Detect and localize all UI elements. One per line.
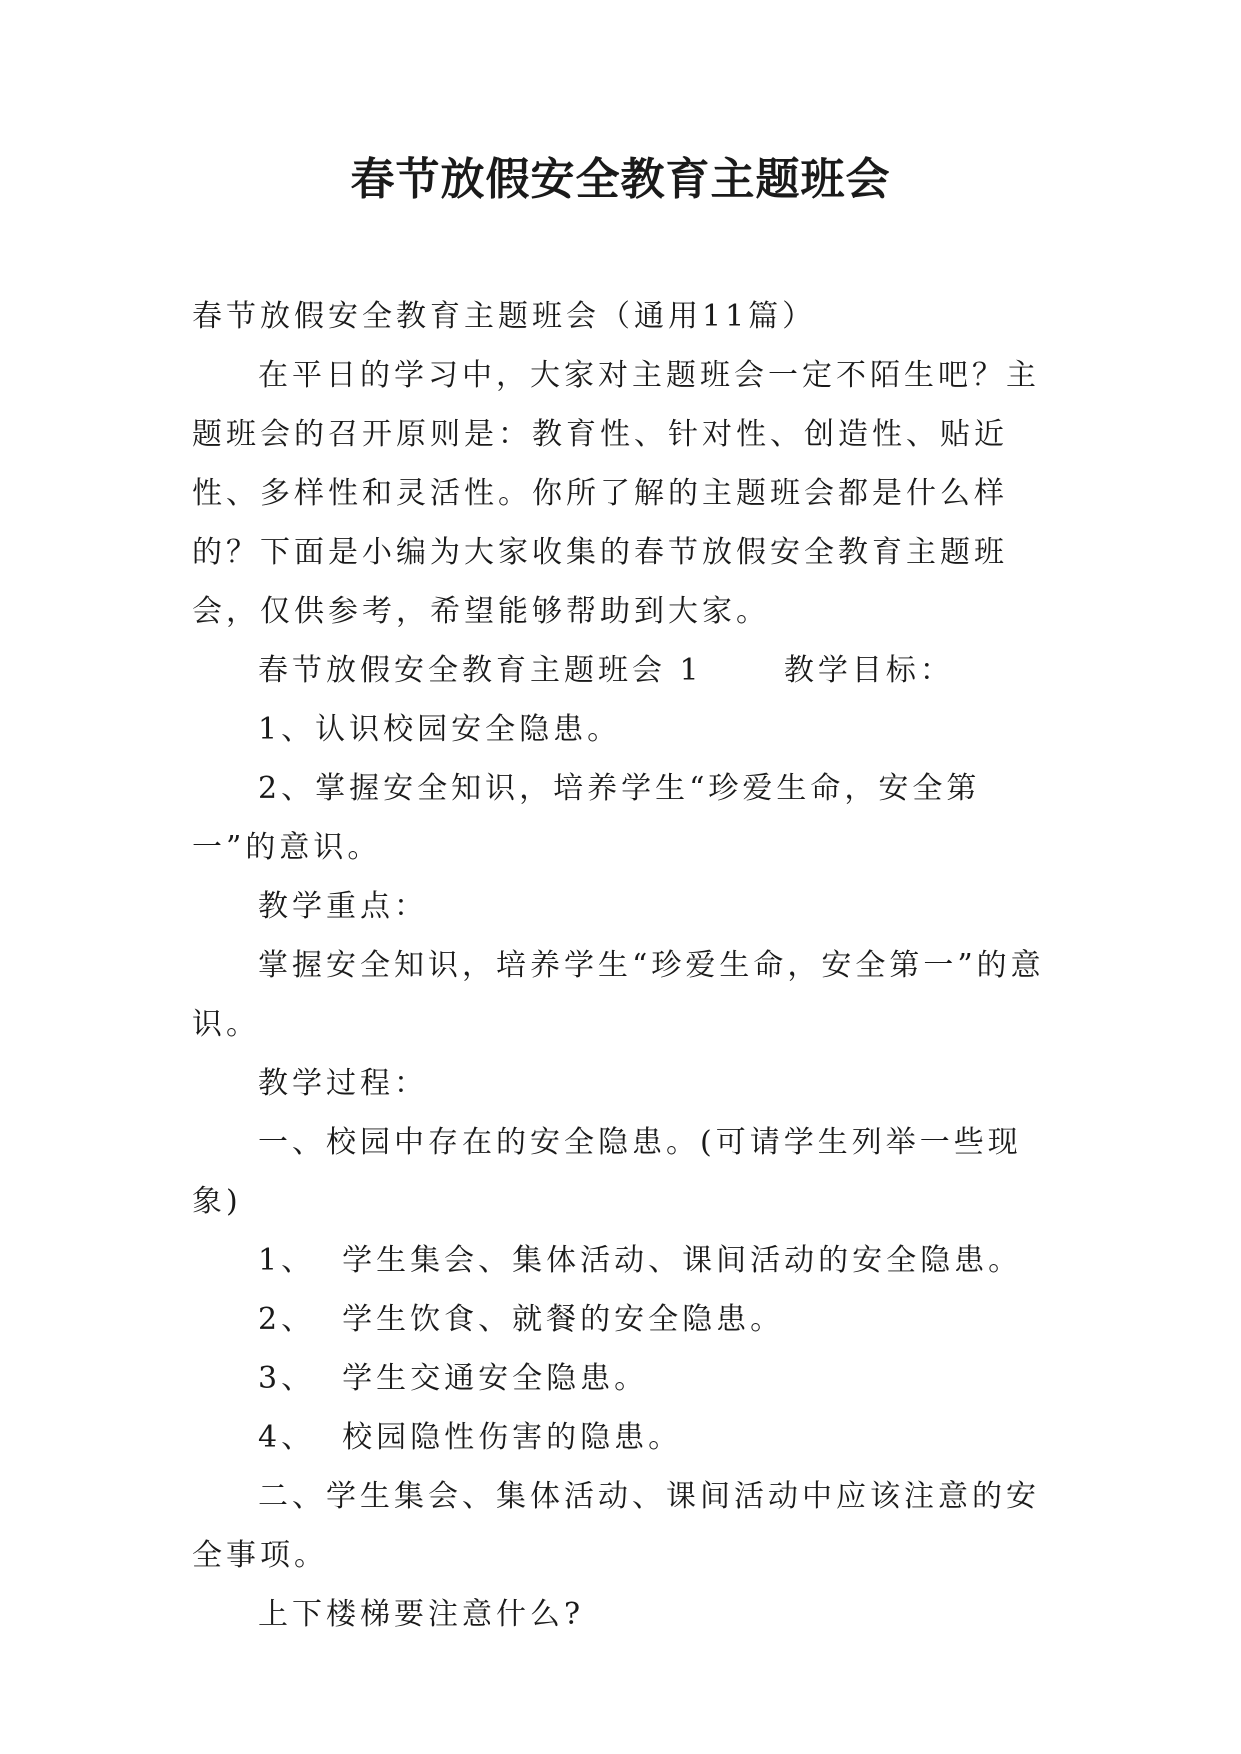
paragraph-key-points: 掌握安全知识，培养学生“珍爱生命，安全第一”的意识。: [192, 948, 1045, 1042]
paragraph-hazard-3: 3、 学生交通安全隐患。: [258, 1361, 649, 1396]
paragraph-objective-2: 2、掌握安全知识，培养学生“珍爱生命，安全第一”的意识。: [192, 771, 981, 865]
paragraph-part-two: 二、学生集会、集体活动、课间活动中应该注意的安全事项。: [192, 1479, 1040, 1573]
paragraph-objective-1: 1、认识校园安全隐患。: [258, 712, 622, 747]
paragraph-section-heading: 春节放假安全教育主题班会 1 教学目标：: [258, 653, 954, 688]
paragraph-stairs-question: 上下楼梯要注意什么?: [258, 1597, 585, 1632]
paragraph-hazard-2: 2、 学生饮食、就餐的安全隐患。: [258, 1302, 785, 1337]
paragraph-key-points-heading: 教学重点：: [258, 889, 428, 924]
paragraph-hazard-1: 1、 学生集会、集体活动、课间活动的安全隐患。: [258, 1243, 1023, 1278]
paragraph-intro: 在平日的学习中，大家对主题班会一定不陌生吧？主题班会的召开原则是：教育性、针对性、创造性、贴近性、多样性和灵活性。你所了解的主题班会都是什么样的？下面是小编为大家收集的春节放假安全教育主题班会，仅供参考，希望能够帮助到大家。: [192, 358, 1040, 629]
paragraph-hazard-4: 4、 校园隐性伤害的隐患。: [258, 1420, 683, 1455]
paragraph-part-one: 一、校园中存在的安全隐患。(可请学生列举一些现象): [192, 1125, 1022, 1219]
document-title: 春节放假安全教育主题班会: [350, 154, 891, 205]
paragraph-subtitle: 春节放假安全教育主题班会（通用11篇）: [192, 299, 817, 334]
document-body: [192, 287, 1048, 1644]
paragraph-process-heading: 教学过程：: [258, 1066, 428, 1101]
